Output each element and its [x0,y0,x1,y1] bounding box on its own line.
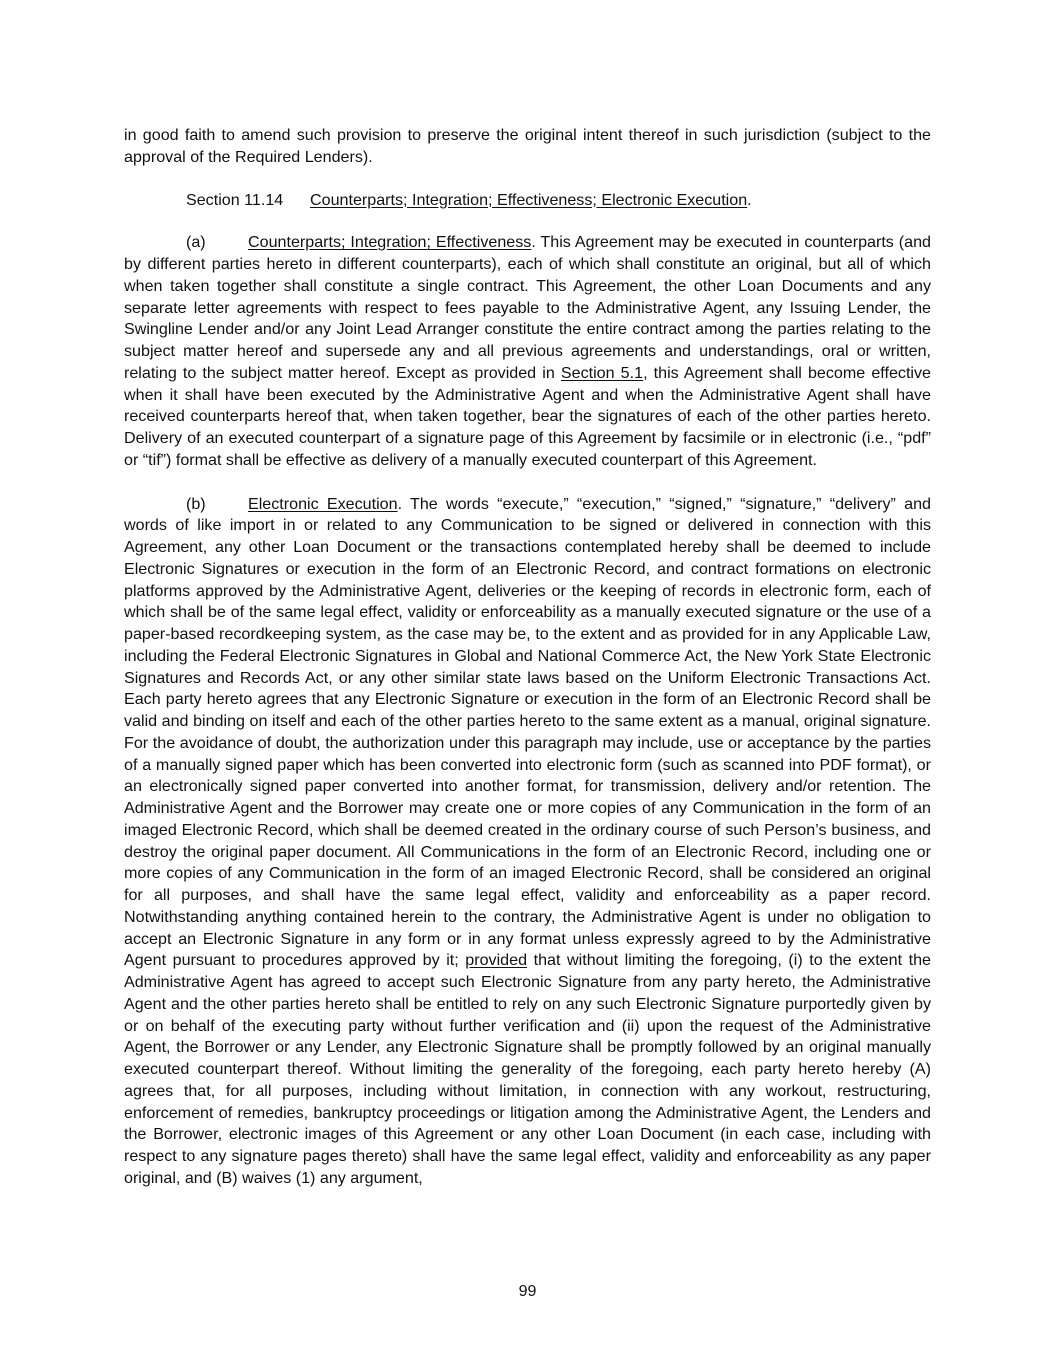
paragraph-a-label: (a) [186,233,206,252]
paragraph-b-text-2: that without limiting the foregoing, (i) to the extent the Administrative Agent has agreed to accept such Electronic Signature from any party hereto, the Administrative Agent and the other parties hereto shall be entitled to rely on any such Electronic Signature purportedly given by or on behalf of the executing party without further verification and (ii) upon the request of the Administrative Agent, the Borrower or any Lender, any Electronic Signature shall be promptly followed by an original manually executed counterpart thereof. Without limiting the generality of the foregoing, each party hereto hereby (A) agrees that, for all purposes, including without limitation, in connection with any workout, restructuring, enforcement of remedies, bankruptcy proceedings or litigation among the Administrative Agent, the Lenders and the Borrower, electronic images of this Agreement or any other Loan Document (in each case, including with respect to any signature pages thereto) shall have the same legal effect, validity and enforceability as any paper original, and (B) waives (1) any argument, [124,951,931,1187]
section-heading [124,190,931,212]
paragraph-a-text-1: . This Agreement may be executed in counterparts (and by different parties hereto in different counterparts), each of which shall constitute an original, but all of which when taken together shall constitute a single contract. This Agreement, the other Loan Documents and any separate letter agreements with respect to fees payable to the Administrative Agent, any Issuing Lender, the Swingline Lender and/or any Joint Lead Arranger constitute the entire contract among the parties relating to the subject matter hereof and supersede any and all previous agreements and understandings, oral or written, relating to the subject matter hereof. Except as provided in [124,233,931,382]
paragraph-a-text-2: , this Agreement shall become effective when it shall have been executed by the Administrative Agent and when the Administrative Agent shall have received counterparts hereof that, when taken together, bear the signatures of each of the other parties hereto. Delivery of an executed counterpart of a signature page of this Agreement by facsimile or in electronic (i.e., “pdf” or “tif”) format shall be effective as delivery of a manually executed counterpart of this Agreement. [124,363,931,469]
intro-paragraph: in good faith to amend such provision to preserve the original intent thereof in such jurisdiction (subject to the approval of the Required Lenders). [124,126,931,166]
section-number: Section 11.14 [186,190,284,209]
paragraph-b-heading: Electronic Execution [248,494,398,513]
paragraph-a [124,232,931,471]
paragraph-b-label: (b) [186,494,206,513]
section-5-1-reference: Section 5.1 [560,363,644,382]
page-number: 99 [518,1283,537,1300]
provided-term: provided [465,951,528,970]
section-title-period: . [747,190,752,209]
paragraph-a-heading: Counterparts; Integration; Effectiveness [248,233,532,252]
paragraph-b [124,494,931,1190]
document-page [124,125,931,1212]
section-title: Counterparts; Integration; Effectiveness; Electronic Execution [310,190,748,209]
paragraph-b-text-1: . The words “execute,” “execution,” “signed,” “signature,” “delivery” and words of like import in or related to any Communication to be signed or delivered in connection with this Agreement, any other Loan Document or the transactions contemplated hereby shall be deemed to include Electronic Signatures or execution in the form of an Electronic Record, and contract formations on electronic platforms approved by the Administrative Agent, deliveries or the keeping of records in electronic form, each of which shall be of the same legal effect, validity or enforceability as a manually executed signature or the use of a paper-based recordkeeping system, as the case may be, to the extent and as provided for in any Applicable Law, including the Federal Electronic Signatures in Global and National Commerce Act, the New York State Electronic Signatures and Records Act, or any other similar state laws based on the Uniform Electronic Transactions Act. Each party hereto agrees that any Electronic Signature or execution in the form of an Electronic Record shall be valid and binding on itself and each of the other parties hereto to the same extent as a manual, original signature. For the avoidance of doubt, the authorization under this paragraph may include, use or acceptance by the parties of a manually signed paper which has been converted into electronic form (such as scanned into PDF format), or an electronically signed paper converted into another format, for transmission, delivery and/or retention. The Administrative Agent and the Borrower may create one or more copies of any Communication in the form of an imaged Electronic Record, which shall be deemed created in the ordinary course of such Person’s business, and destroy the original paper document. All Communications in the form of an Electronic Record, including one or more copies of any Communication in the form of an imaged Electronic Record, shall be considered an original for all purposes, and shall have the same legal effect, validity and enforceability as a paper record. Notwithstanding anything contained herein to the contrary, the Administrative Agent is under no obligation to accept an Electronic Signature in any form or in any format unless expressly agreed to by the Administrative Agent pursuant to procedures approved by it; [124,494,931,970]
